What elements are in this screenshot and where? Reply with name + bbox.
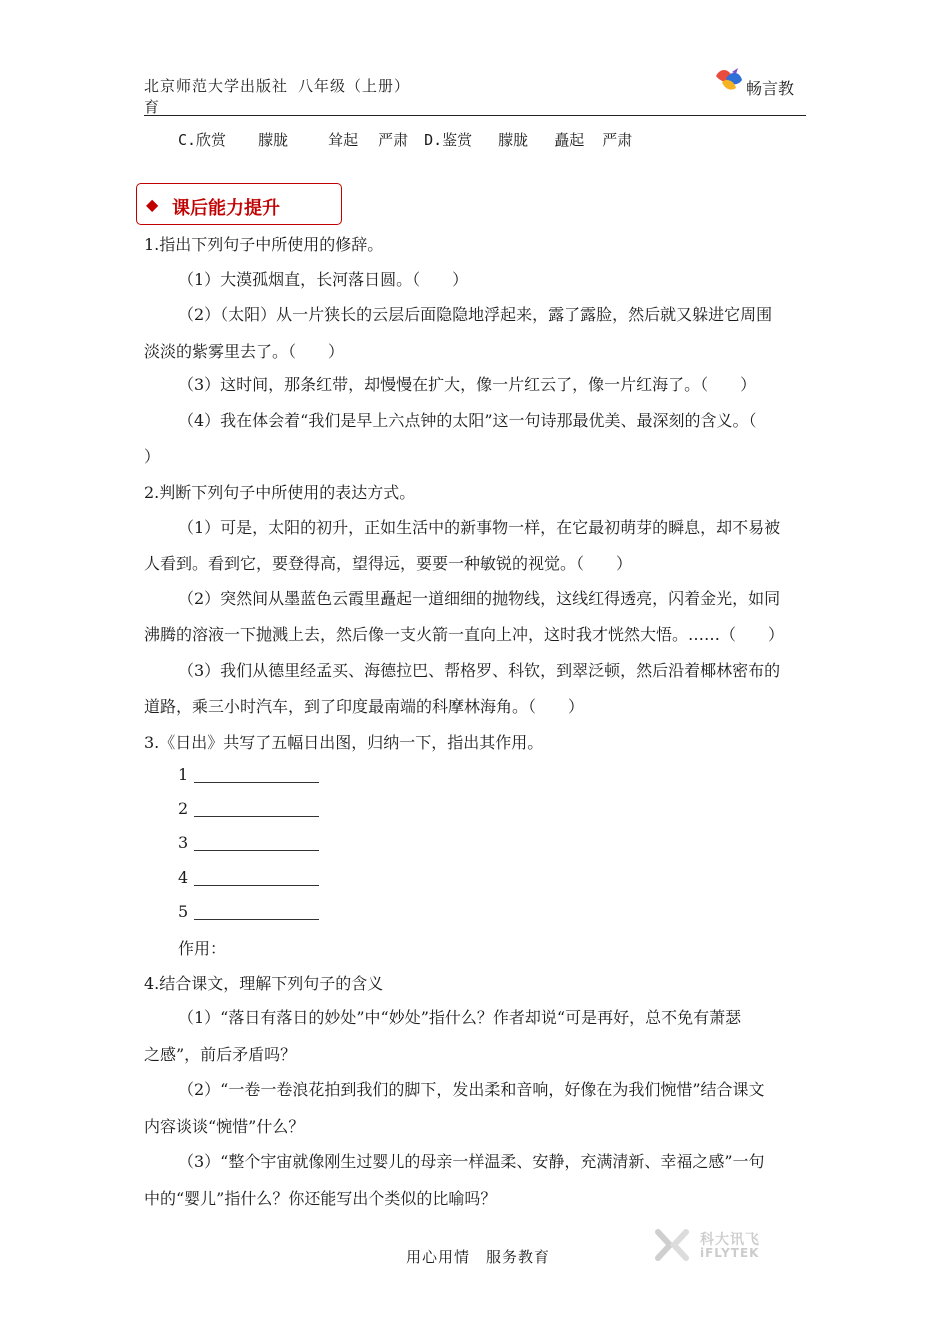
- header-publisher: 北京师范大学出版社 八年级（上册）: [144, 77, 411, 95]
- option-c: C.欣赏: [178, 131, 227, 149]
- q4-item: （1）“落日有落日的妙处”中“妙处”指什么？作者却说“可是再好，总不免有萧瑟: [178, 1008, 742, 1027]
- q1-stem: 1.指出下列句子中所使用的修辞。: [144, 235, 384, 254]
- options-line: [178, 129, 632, 150]
- option-d: D.鉴赏: [424, 131, 473, 149]
- answer-blank[interactable]: [194, 834, 319, 851]
- blank-number: 5: [178, 902, 189, 921]
- blank-number: 4: [178, 868, 189, 887]
- q3-stem: 3.《日出》共写了五幅日出图，归纳一下，指出其作用。: [144, 733, 544, 752]
- q4-item: （3）“整个宇宙就像刚生过婴儿的母亲一样温柔、安静，充满清新、幸福之感”一句: [178, 1152, 765, 1171]
- q3-blank-row: [178, 833, 319, 852]
- q2-item: 道路，乘三小时汽车，到了印度最南端的科摩林海角。（ ）: [144, 697, 585, 716]
- option-c-word1: 朦胧: [258, 131, 289, 149]
- iflytek-en: iFLYTEK: [700, 1246, 760, 1260]
- q1-item: （3）这时间，那条红带，却慢慢在扩大，像一片红云了，像一片红海了。（ ）: [178, 375, 757, 394]
- q2-item: （2）突然间从墨蓝色云霞里矗起一道细细的抛物线，这线红得透亮，闪着金光，如同: [178, 589, 781, 608]
- q3-blank-row: [178, 868, 319, 887]
- q4-item: 中的“婴儿”指什么？你还能写出个类似的比喻吗？: [144, 1189, 497, 1208]
- footer-slogan: 用心用情 服务教育: [406, 1248, 551, 1266]
- q2-stem: 2.判断下列句子中所使用的表达方式。: [144, 483, 416, 502]
- option-d-word1: 朦胧: [498, 131, 529, 149]
- q2-item: （3）我们从德里经孟买、海德拉巴、帮格罗、科钦，到翠泛顿，然后沿着椰林密布的: [178, 661, 781, 680]
- q3-blank-row: [178, 902, 319, 921]
- blank-number: 2: [178, 799, 189, 818]
- q2-item: （1）可是，太阳的初升，正如生活中的新事物一样，在它最初萌芽的瞬息，却不易被: [178, 518, 781, 537]
- q1-item: 淡淡的紫雾里去了。（ ）: [144, 342, 345, 361]
- q3-blank-row: [178, 765, 319, 784]
- q3-effect-label: 作用：: [178, 939, 227, 958]
- blank-number: 1: [178, 765, 189, 784]
- iflytek-logo-icon: [654, 1228, 690, 1262]
- q4-stem: 4.结合课文，理解下列句子的含义: [144, 974, 384, 993]
- bird-logo-icon: [712, 66, 746, 94]
- answer-blank[interactable]: [194, 903, 319, 920]
- iflytek-cn: 科大讯飞: [700, 1232, 760, 1248]
- answer-blank[interactable]: [194, 800, 319, 817]
- q1-item: ）: [144, 447, 161, 466]
- q2-item: 沸腾的溶液一下抛溅上去，然后像一支火箭一直向上冲，这时我才恍然大悟。……（ ）: [144, 625, 785, 644]
- answer-blank[interactable]: [194, 869, 319, 886]
- section-title: 课后能力提升: [172, 198, 280, 219]
- diamond-icon: ◆: [146, 195, 159, 214]
- blank-number: 3: [178, 833, 189, 852]
- option-d-word2: 矗起: [554, 131, 585, 149]
- q2-item: 人看到。看到它，要登得高，望得远，要要一种敏锐的视觉。（ ）: [144, 554, 633, 573]
- header-rule: [144, 115, 806, 116]
- q1-item: （1）大漠孤烟直，长河落日圆。（ ）: [178, 270, 469, 289]
- q4-item: 内容谈谈“惋惜”什么？: [144, 1117, 305, 1136]
- q1-item: （2）（太阳）从一片狭长的云层后面隐隐地浮起来，露了露脸，然后就又躲进它周围: [178, 305, 773, 324]
- q1-item: （4）我在体会着“我们是早上六点钟的太阳”这一句诗那最优美、最深刻的含义。（: [178, 411, 757, 430]
- q4-item: （2）“一卷一卷浪花拍到我们的脚下，发出柔和音响，好像在为我们惋惜”结合课文: [178, 1080, 765, 1099]
- header-publisher-wrap: 育: [144, 98, 161, 116]
- header-brand: 畅言教: [746, 79, 795, 98]
- q4-item: 之感”，前后矛盾吗？: [144, 1045, 297, 1064]
- q3-blank-row: [178, 799, 319, 818]
- option-c-word2: 耸起: [328, 131, 359, 149]
- option-d-word3: 严肃: [602, 131, 633, 149]
- answer-blank[interactable]: [194, 766, 319, 783]
- option-c-word3: 严肃: [378, 131, 409, 149]
